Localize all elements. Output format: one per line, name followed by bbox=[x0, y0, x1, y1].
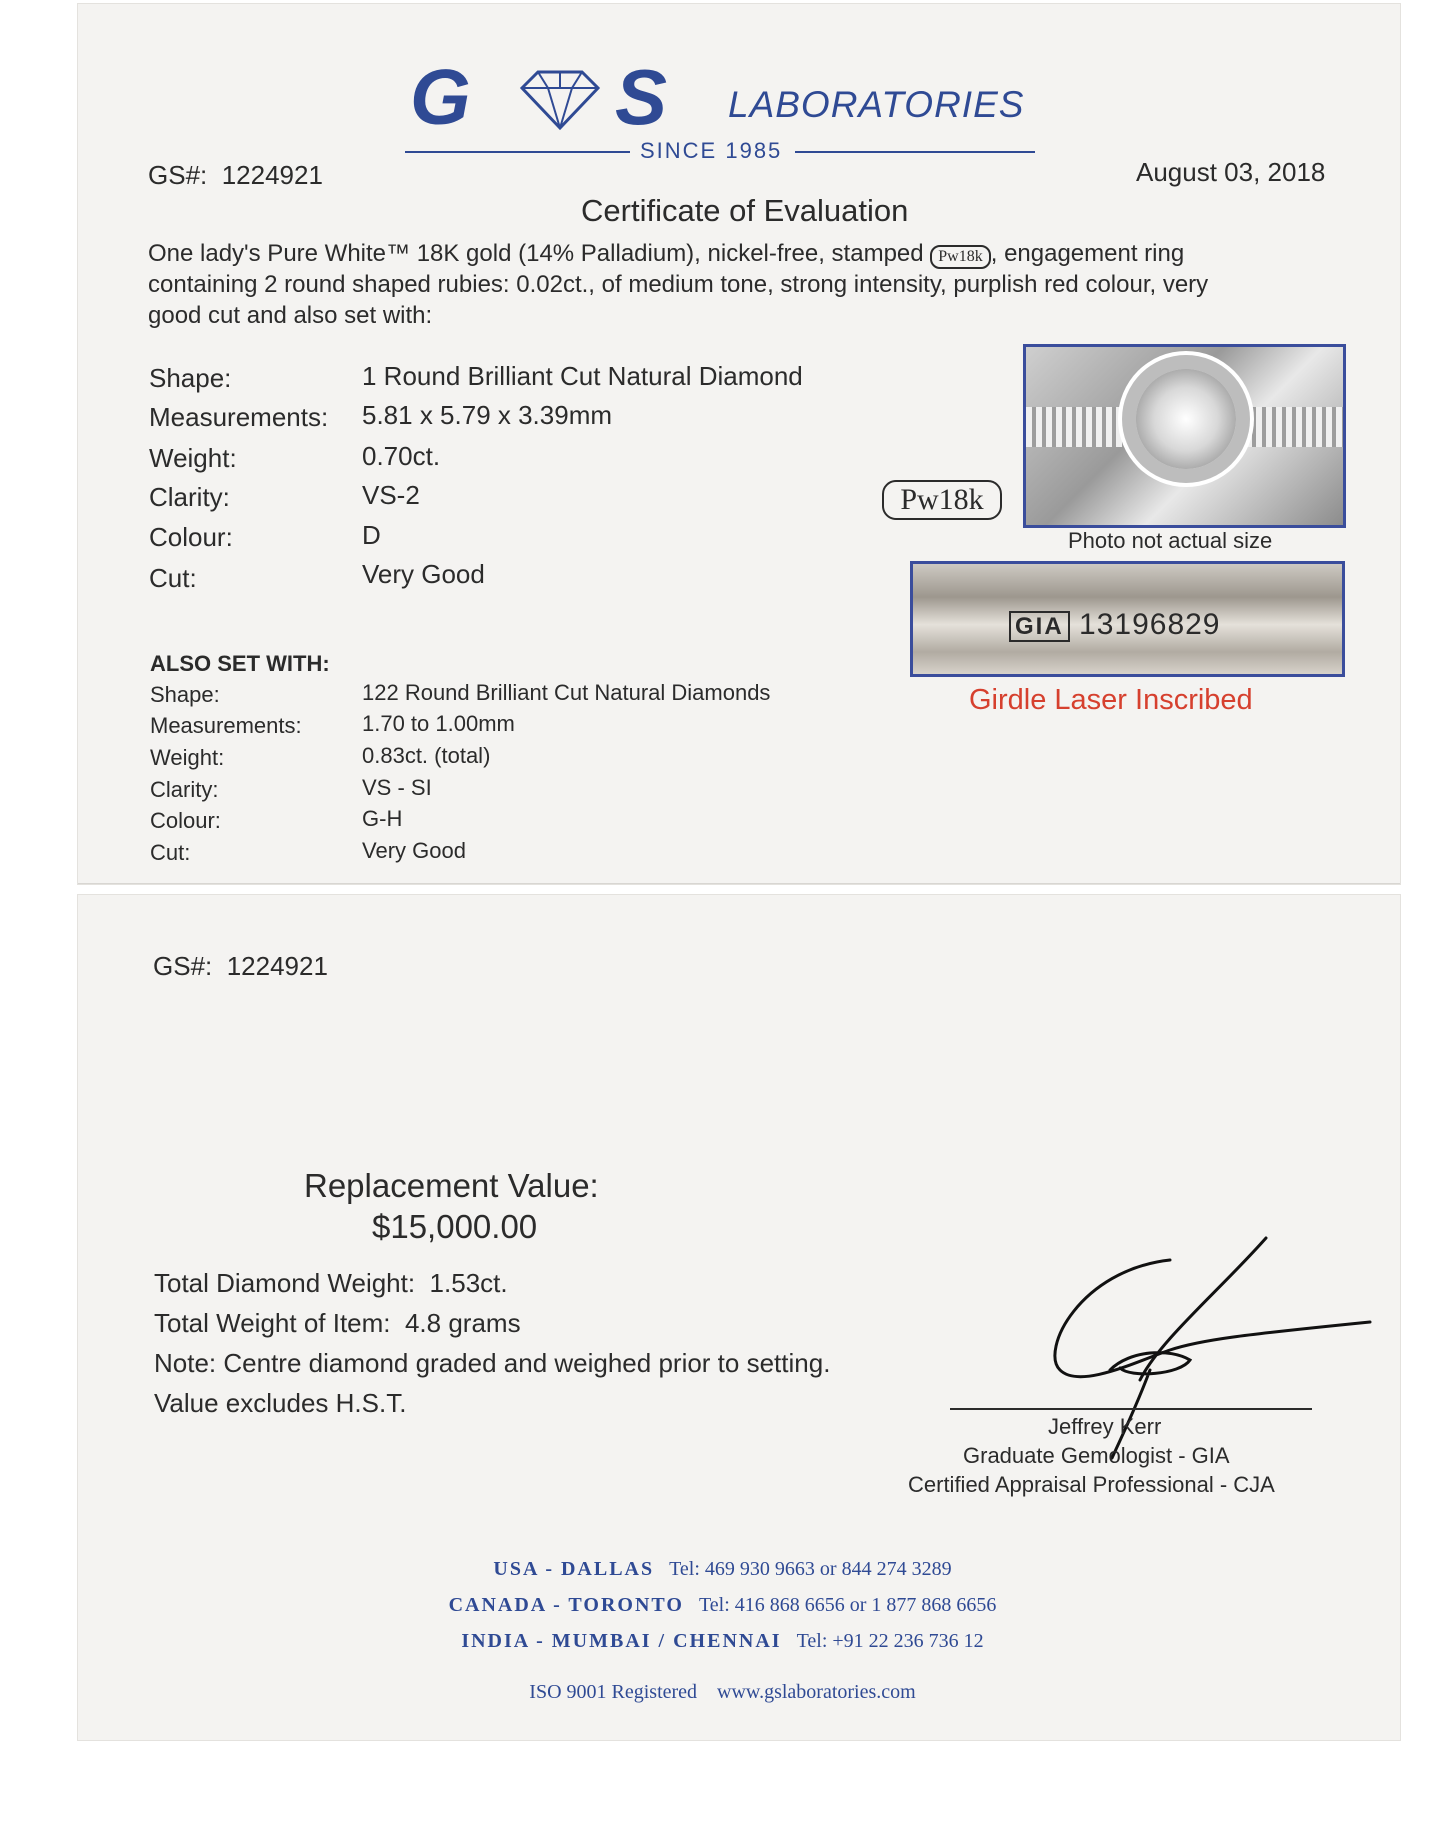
logo-laboratories: LABORATORIES bbox=[728, 84, 1025, 125]
diamond-icon bbox=[522, 72, 598, 128]
also-colour-label: Colour: bbox=[150, 808, 221, 833]
signature-line bbox=[950, 1408, 1312, 1410]
main-measurements-value: 5.81 x 5.79 x 3.39mm bbox=[362, 400, 613, 430]
also-set-heading: ALSO SET WITH: bbox=[150, 651, 330, 676]
contact-usa-place: USA - DALLAS bbox=[493, 1558, 655, 1580]
main-colour-value: D bbox=[362, 520, 381, 550]
laser-inscription-photo bbox=[910, 561, 1345, 677]
logo-rule-left bbox=[405, 151, 630, 153]
logo-rule-right bbox=[795, 151, 1035, 153]
bottom-gs-number-value: 1224921 bbox=[226, 951, 328, 981]
gs-number bbox=[148, 160, 323, 191]
gs-laboratories-logo bbox=[410, 62, 1040, 172]
contact-canada-place: CANADA - TORONTO bbox=[448, 1594, 684, 1616]
logo-letter-g: G bbox=[410, 62, 471, 132]
footer bbox=[0, 1681, 1445, 1704]
description-text: One lady's Pure White™ 18K gold (14% Palladium), nickel-free, stamped bbox=[148, 240, 924, 267]
replacement-value: $15,000.00 bbox=[372, 1208, 538, 1245]
description-line-2: containing 2 round shaped rubies: 0.02ct., of medium tone, strong intensity, purplish red colour, very bbox=[148, 271, 1209, 298]
laser-caption: Girdle Laser Inscribed bbox=[969, 684, 1253, 716]
diamond-image bbox=[1136, 369, 1236, 469]
total-weight-label: Total Weight of Item: bbox=[154, 1308, 391, 1338]
also-weight-value: 0.83ct. (total) bbox=[362, 743, 491, 768]
also-shape-label: Shape: bbox=[150, 682, 220, 707]
total-diamond-weight bbox=[154, 1268, 508, 1299]
contact-india-place: INDIA - MUMBAI / CHENNAI bbox=[461, 1630, 782, 1652]
also-clarity-label: Clarity: bbox=[150, 777, 219, 802]
contact-usa-tel: Tel: 469 930 9663 or 844 274 3289 bbox=[669, 1558, 952, 1580]
total-item-weight bbox=[154, 1308, 521, 1339]
total-weight-value: 4.8 grams bbox=[404, 1308, 521, 1338]
iso-registration: ISO 9001 Registered bbox=[529, 1681, 698, 1703]
gs-logo-mark-icon bbox=[410, 62, 710, 132]
contact-usa bbox=[0, 1558, 1445, 1581]
bottom-gs-number bbox=[153, 951, 328, 982]
main-weight-label: Weight: bbox=[149, 443, 237, 473]
main-shape-value: 1 Round Brilliant Cut Natural Diamond bbox=[362, 361, 803, 391]
website-link[interactable]: www.gslaboratories.com bbox=[717, 1681, 916, 1703]
also-shape-value: 122 Round Brilliant Cut Natural Diamonds bbox=[362, 680, 771, 705]
hst-note: Value excludes H.S.T. bbox=[154, 1388, 407, 1418]
also-cut-label: Cut: bbox=[150, 840, 191, 865]
certificate-title: Certificate of Evaluation bbox=[581, 193, 909, 228]
logo-letter-s: S bbox=[615, 62, 668, 132]
main-clarity-label: Clarity: bbox=[149, 482, 230, 512]
pw18k-stamp: Pw18k bbox=[882, 480, 1002, 520]
certificate-date: August 03, 2018 bbox=[1136, 157, 1326, 187]
main-clarity-value: VS-2 bbox=[362, 480, 420, 510]
pw18k-stamp-small: Pw18k bbox=[930, 245, 990, 269]
total-diamond-label: Total Diamond Weight: bbox=[154, 1268, 416, 1298]
main-cut-label: Cut: bbox=[149, 563, 197, 593]
gia-number: 13196829 bbox=[1079, 608, 1221, 641]
signatory-title-gia: Graduate Gemologist - GIA bbox=[963, 1443, 1230, 1468]
contact-india-tel: Tel: +91 22 236 736 12 bbox=[796, 1630, 984, 1652]
main-weight-value: 0.70ct. bbox=[362, 441, 441, 471]
signatory-name: Jeffrey Kerr bbox=[1048, 1414, 1162, 1439]
main-measurements-label: Measurements: bbox=[149, 402, 329, 432]
also-clarity-value: VS - SI bbox=[362, 775, 432, 800]
also-cut-value: Very Good bbox=[362, 838, 466, 863]
total-diamond-value: 1.53ct. bbox=[429, 1268, 508, 1298]
signatory-title-cja: Certified Appraisal Professional - CJA bbox=[908, 1472, 1275, 1497]
photo-caption: Photo not actual size bbox=[1068, 528, 1273, 553]
gia-logo-icon: GIA bbox=[1009, 611, 1070, 642]
contact-canada bbox=[0, 1594, 1445, 1617]
ring-band-left bbox=[1026, 407, 1136, 447]
replacement-value-label: Replacement Value: bbox=[304, 1167, 599, 1204]
contact-india bbox=[0, 1630, 1445, 1653]
main-shape-label: Shape: bbox=[149, 363, 232, 393]
contact-canada-tel: Tel: 416 868 6656 or 1 877 868 6656 bbox=[698, 1594, 997, 1616]
centre-diamond-note: Note: Centre diamond graded and weighed prior to setting. bbox=[154, 1348, 831, 1378]
main-cut-value: Very Good bbox=[362, 559, 485, 589]
ring-photo bbox=[1023, 344, 1346, 528]
description-text-end: , engagement ring bbox=[990, 240, 1185, 267]
gs-label: GS#: bbox=[148, 160, 208, 190]
logo-since: SINCE 1985 bbox=[640, 138, 783, 163]
description-line-3: good cut and also set with: bbox=[148, 302, 433, 329]
also-measurements-label: Measurements: bbox=[150, 713, 302, 738]
also-weight-label: Weight: bbox=[150, 745, 225, 770]
gs-number-value: 1224921 bbox=[221, 160, 323, 190]
inscription-text bbox=[1009, 608, 1221, 642]
also-measurements-value: 1.70 to 1.00mm bbox=[362, 711, 515, 736]
description-line-1 bbox=[148, 240, 1184, 269]
bottom-gs-label: GS#: bbox=[153, 951, 213, 981]
also-colour-value: G-H bbox=[362, 806, 403, 831]
main-colour-label: Colour: bbox=[149, 522, 233, 552]
ring-band-right bbox=[1236, 407, 1346, 447]
